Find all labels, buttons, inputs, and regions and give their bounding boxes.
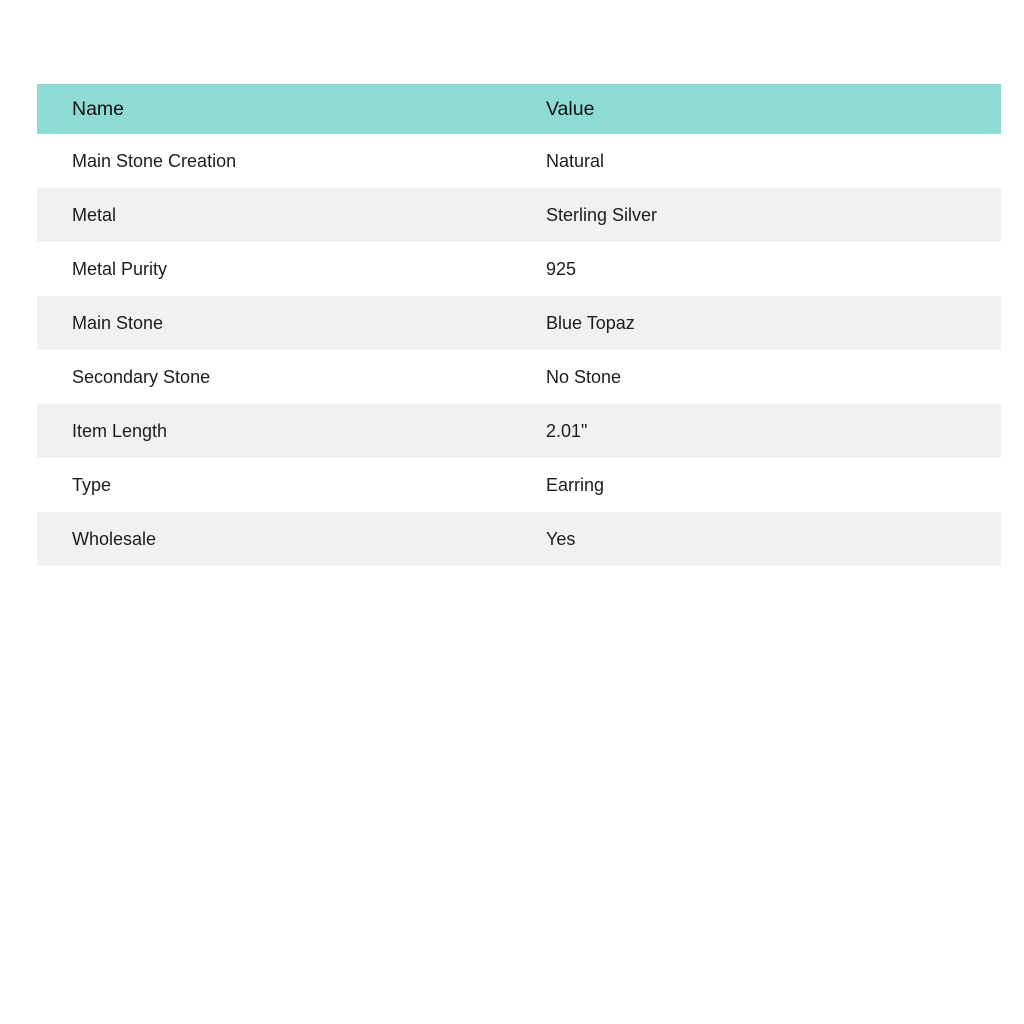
table-header [37,84,1001,134]
table-row [37,350,1001,404]
cell-attribute-name: Metal [37,188,524,242]
table-body [37,134,1001,566]
column-header-value: Value [524,84,1001,134]
cell-attribute-value: Sterling Silver [524,188,1001,242]
cell-attribute-name: Main Stone Creation [37,134,524,188]
specifications-table [37,84,1001,566]
table-row [37,188,1001,242]
cell-attribute-name: Main Stone [37,296,524,350]
table-header-row [37,84,1001,134]
cell-attribute-name: Secondary Stone [37,350,524,404]
cell-attribute-name: Metal Purity [37,242,524,296]
cell-attribute-value: 925 [524,242,1001,296]
cell-attribute-value: No Stone [524,350,1001,404]
cell-attribute-value: Natural [524,134,1001,188]
cell-attribute-name: Type [37,458,524,512]
table-row [37,458,1001,512]
cell-attribute-name: Wholesale [37,512,524,566]
cell-attribute-value: Earring [524,458,1001,512]
table-row [37,242,1001,296]
table-row [37,512,1001,566]
table-row [37,404,1001,458]
table-row [37,296,1001,350]
cell-attribute-value: Blue Topaz [524,296,1001,350]
column-header-name: Name [37,84,524,134]
table-row [37,134,1001,188]
cell-attribute-name: Item Length [37,404,524,458]
cell-attribute-value: 2.01" [524,404,1001,458]
cell-attribute-value: Yes [524,512,1001,566]
